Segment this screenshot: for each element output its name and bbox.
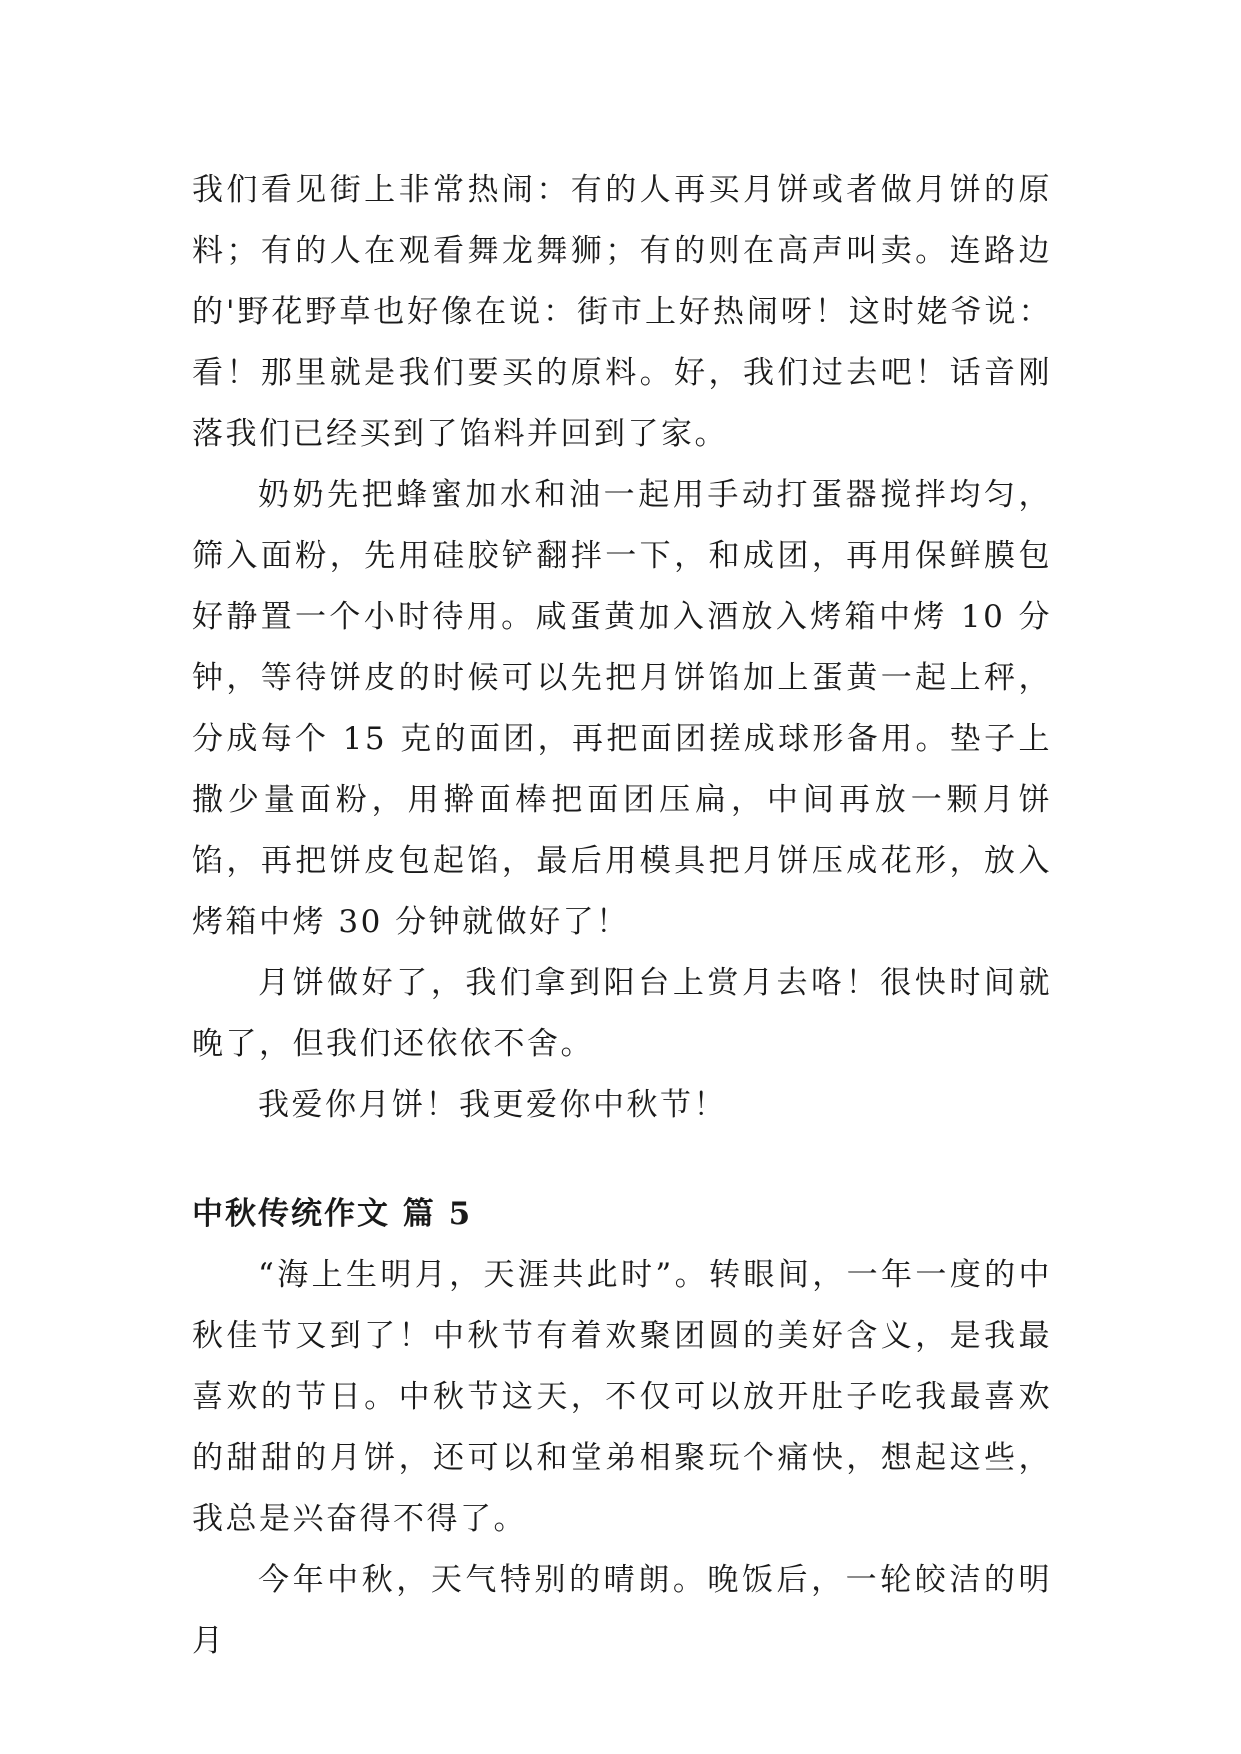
section-title: 中秋传统作文 篇 5 xyxy=(192,1196,473,1232)
paragraph-evening: 今年中秋，天气特别的晴朗。晚饭后，一轮皎洁的明月 xyxy=(192,1562,1052,1659)
paragraph-closing: 我爱你月饼！我更爱你中秋节！ xyxy=(258,1087,727,1123)
paragraph-street-scene: 我们看见街上非常热闹：有的人再买月饼或者做月饼的原料；有的人在观看舞龙舞狮；有的则在高声叫卖。连路边的'野花野草也好像在说：街市上好热闹呀！这时姥爷说：看！那里就是我们要买的原料。好，我们过去吧！话音刚落我们已经买到了馅料并回到了家。 xyxy=(192,172,1052,452)
paragraph-making-mooncakes: 奶奶先把蜂蜜加水和油一起用手动打蛋器搅拌均匀，筛入面粉，先用硅胶铲翻拌一下，和成团，再用保鲜膜包好静置一个小时待用。咸蛋黄加入酒放入烤箱中烤 10 分钟，等待饼皮的时候可以先把月饼馅加上蛋黄一起上秤，分成每个 15 克的面团，再把面团搓成球形备用。垫子上撒少量面粉，用擀面棒把面团压扁，中间再放一颗月饼馅，再把饼皮包起馅，最后用模具把月饼压成花形，放入烤箱中烤 30 分钟就做好了！ xyxy=(192,477,1052,940)
paragraph-intro: “海上生明月，天涯共此时”。转眼间，一年一度的中秋佳节又到了！中秋节有着欢聚团圆的美好含义，是我最喜欢的节日。中秋节这天，不仅可以放开肚子吃我最喜欢的甜甜的月饼，还可以和堂弟相聚玩个痛快，想起这些，我总是兴奋得不得了。 xyxy=(192,1257,1052,1537)
paragraph-moon-viewing: 月饼做好了，我们拿到阳台上赏月去咯！很快时间就晚了，但我们还依依不舍。 xyxy=(192,965,1052,1062)
document-page xyxy=(192,160,1052,1672)
